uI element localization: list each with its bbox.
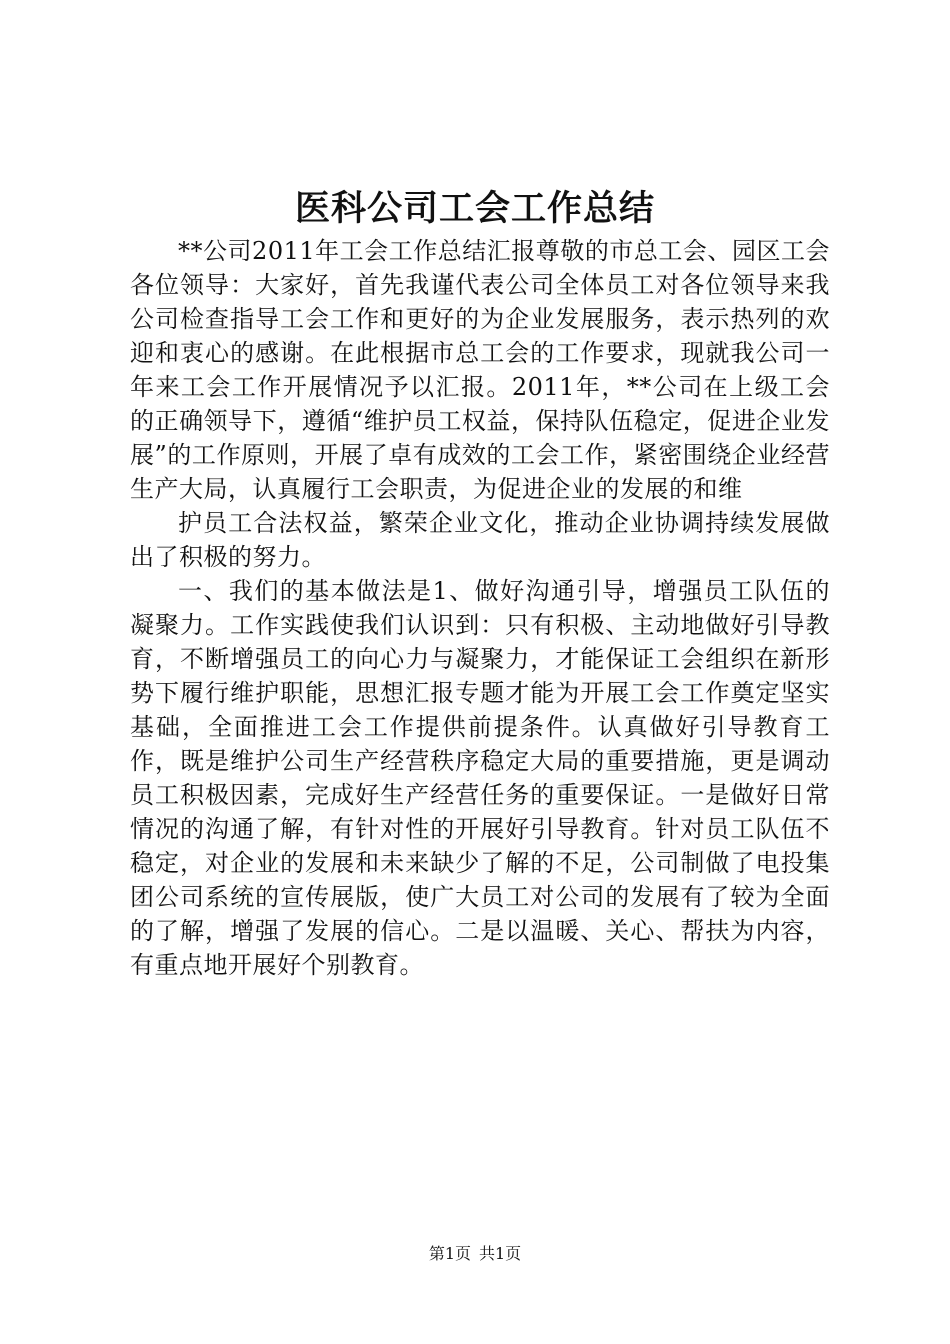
page-number-current: 第1页	[428, 1244, 471, 1263]
paragraph-basic-practices: 一、我们的基本做法是1、做好沟通引导，增强员工队伍的凝聚力。工作实践使我们认识到：只有积极、主动地做好引导教育，不断增强员工的向心力与凝聚力，才能保证工会组织在新形势下履行维护职能，思想汇报专题才能为开展工会工作奠定坚实基础，全面推进工会工作提供前提条件。认真做好引导教育工作，既是维护公司生产经营秩序稳定大局的重要措施，更是调动员工积极因素，完成好生产经营任务的重要保证。一是做好日常情况的沟通了解，有针对性的开展好引导教育。针对员工队伍不稳定，对企业的发展和未来缺少了解的不足，公司制做了电投集团公司系统的宣传展版，使广大员工对公司的发展有了较为全面的了解，增强了发展的信心。二是以温暖、关心、帮扶为内容，有重点地开展好个别教育。	[130, 577, 830, 979]
document-title: 医科公司工会工作总结	[294, 188, 655, 229]
document-body	[130, 234, 830, 982]
paragraph-intro: **公司2011年工会工作总结汇报尊敬的市总工会、园区工会各位领导：大家好，首先我谨代表公司全体员工对各位领导来我公司检查指导工会工作和更好的为企业发展服务，表示热列的欢迎和衷心的感谢。在此根据市总工会的工作要求，现就我公司一年来工会工作开展情况予以汇报。2011年，**公司在上级工会的正确领导下，遵循“维护员工权益，保持队伍稳定，促进企业发展”的工作原则，开展了卓有成效的工会工作，紧密围绕企业经营生产大局，认真履行工会职责，为促进企业的发展的和维	[130, 237, 830, 503]
paragraph-continuation: 护员工合法权益，繁荣企业文化，推动企业协调持续发展做出了积极的努力。	[130, 509, 830, 571]
page-number-total: 共1页	[479, 1244, 522, 1263]
page-footer	[0, 1242, 950, 1266]
